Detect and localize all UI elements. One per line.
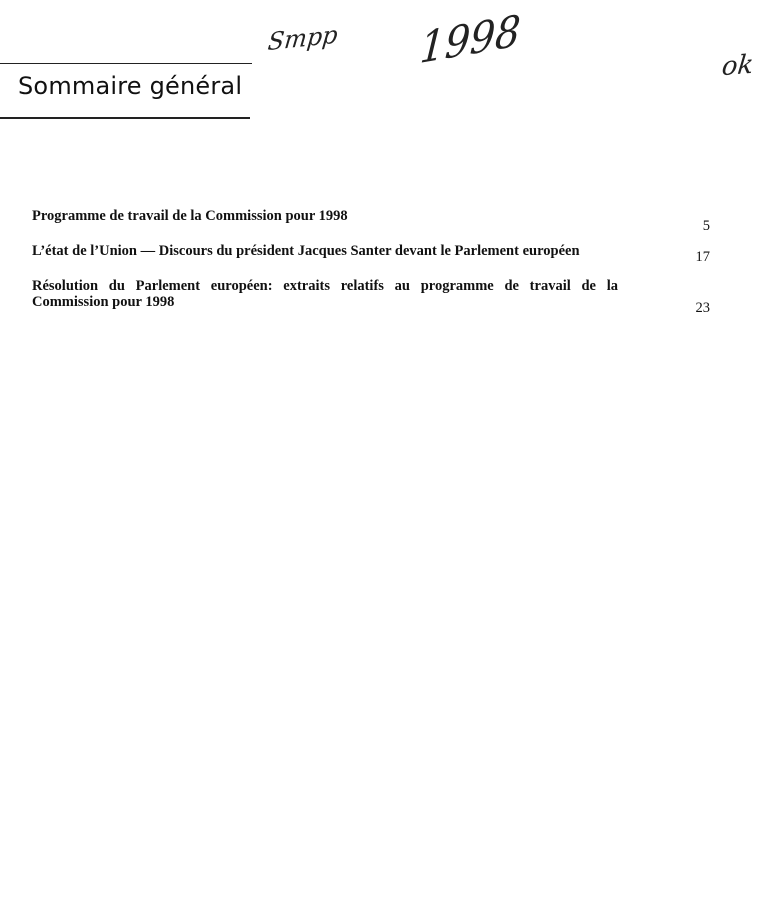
toc-entry[interactable]: [32, 208, 722, 234]
toc-entry-page: 23: [695, 300, 710, 316]
toc-entry-title: L’état de l’Union — Discours du président Jacques Santer devant le Parlement européen: [32, 243, 580, 259]
toc-entry-page: 5: [702, 218, 710, 234]
toc-entry[interactable]: [32, 243, 722, 265]
toc-entry-title: Résolution du Parlement européen: extraits relatifs au programme de travail de la Commission pour 1998: [32, 278, 618, 310]
handwritten-note-ok: ok: [720, 49, 755, 83]
handwritten-note-year: 1998: [418, 6, 522, 74]
toc-entry-title: Programme de travail de la Commission pour 1998: [32, 208, 348, 224]
header-bottom-rule: [0, 117, 250, 119]
toc-entry[interactable]: [32, 278, 722, 316]
toc-entry-page: 17: [695, 249, 710, 265]
header-top-rule: [0, 63, 252, 64]
table-of-contents: [32, 208, 722, 329]
page-title: Sommaire général: [18, 72, 243, 100]
handwritten-note-smpp: Smpp: [266, 20, 340, 57]
